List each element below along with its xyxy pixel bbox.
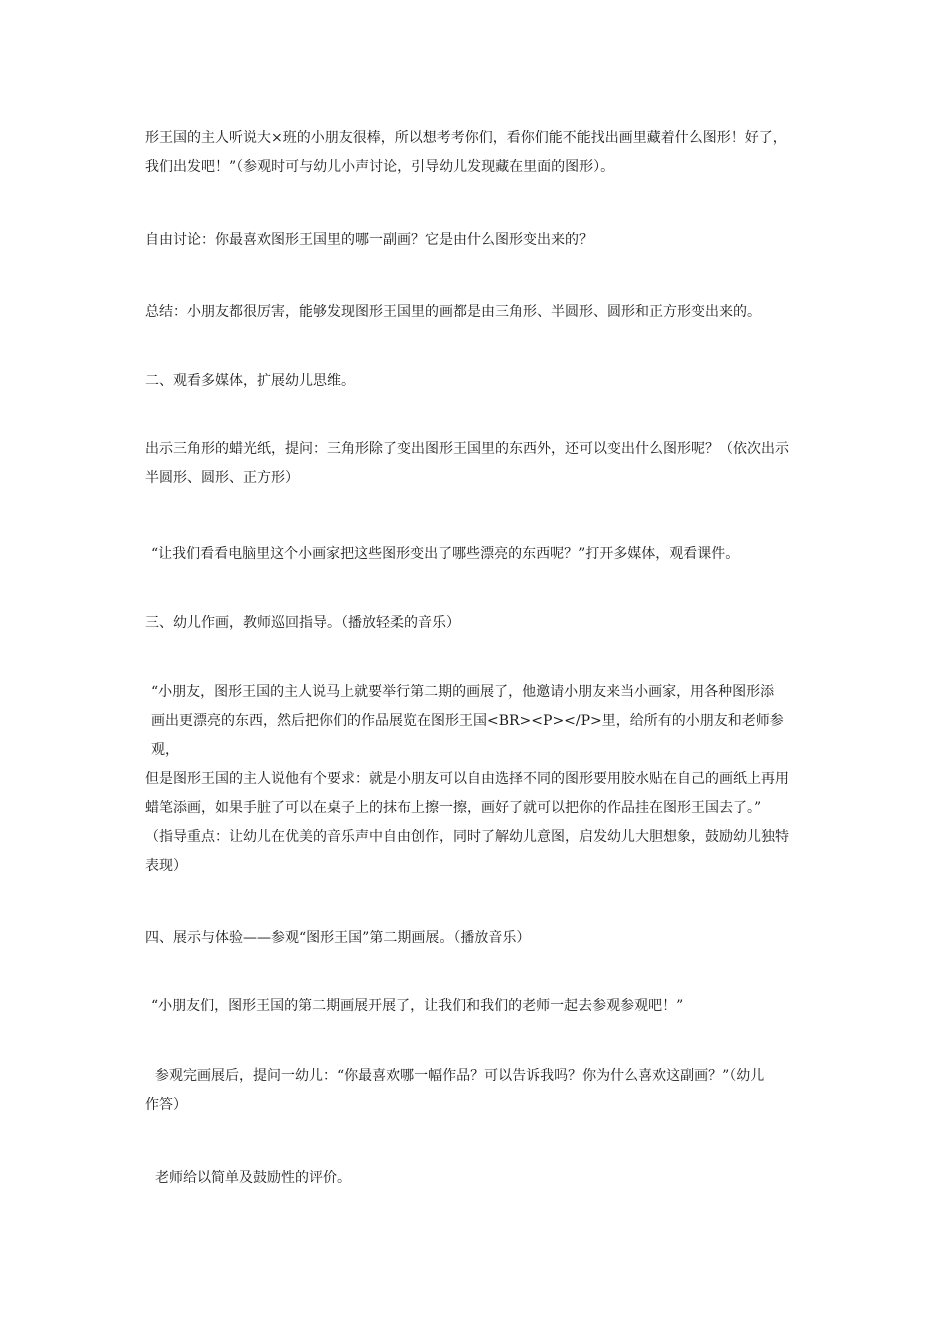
text-line: “小朋友们，图形王国的第二期画展开展了，让我们和我们的老师一起去参观参观吧！” <box>151 998 684 1014</box>
text-line: （指导重点：让幼儿在优美的音乐声中自由创作，同时了解幼儿意图，启发幼儿大胆想象，鼓励幼儿独特 <box>145 829 789 845</box>
paragraph <box>145 124 810 182</box>
section-heading <box>145 609 810 638</box>
paragraph <box>145 1062 810 1120</box>
paragraph <box>145 1164 810 1193</box>
text-line: 二、观看多媒体，扩展幼儿思维。 <box>145 373 355 389</box>
section-heading <box>145 367 810 396</box>
text-line: 画出更漂亮的东西，然后把你们的作品展览在图形王国<BR><P></P>里，给所有的小朋友和老师参观， <box>151 713 784 758</box>
paragraph <box>145 678 810 881</box>
text-line: 三、幼儿作画，教师巡回指导。（播放轻柔的音乐） <box>145 615 460 631</box>
text-line: 但是图形王国的主人说他有个要求：就是小朋友可以自由选择不同的图形要用胶水贴在自己的画纸上再用 <box>145 771 789 787</box>
text-line: “小朋友，图形王国的主人说马上就要举行第二期的画展了，他邀请小朋友来当小画家，用各种图形添 <box>151 684 775 700</box>
paragraph <box>145 992 816 1021</box>
text-line: 半圆形、圆形、正方形） <box>145 470 299 486</box>
paragraph <box>145 226 810 255</box>
text-line: 四、展示与体验——参观“图形王国”第二期画展。（播放音乐） <box>145 930 531 946</box>
text-line: 表现） <box>145 858 187 874</box>
text-line: 老师给以简单及鼓励性的评价。 <box>155 1170 351 1186</box>
text-line: 出示三角形的蜡光纸，提问：三角形除了变出图形王国里的东西外，还可以变出什么图形呢？（依次出示 <box>145 441 789 457</box>
text-line: 作答） <box>145 1097 187 1113</box>
text-line: 总结：小朋友都很厉害，能够发现图形王国里的画都是由三角形、半圆形、圆形和正方形变出来的。 <box>145 304 761 320</box>
text-line: 参观完画展后，提问一幼儿：“你最喜欢哪一幅作品？可以告诉我吗？你为什么喜欢这副画？”（幼儿 <box>155 1068 765 1084</box>
paragraph <box>145 298 810 327</box>
text-line: 形王国的主人听说大×班的小朋友很棒，所以想考考你们，看你们能不能找出画里藏着什么图形！好了， <box>145 130 787 146</box>
section-heading <box>145 924 810 953</box>
text-line: “让我们看看电脑里这个小画家把这些图形变出了哪些漂亮的东西呢？”打开多媒体，观看课件。 <box>151 546 740 562</box>
paragraph <box>145 540 816 569</box>
text-line: 自由讨论：你最喜欢图形王国里的哪一副画？它是由什么图形变出来的？ <box>145 232 593 248</box>
text-line: 蜡笔添画，如果手脏了可以在桌子上的抹布上擦一擦，画好了就可以把你的作品挂在图形王国去了。” <box>145 800 762 816</box>
text-line: 我们出发吧！”（参观时可与幼儿小声讨论，引导幼儿发现藏在里面的图形）。 <box>145 159 615 175</box>
paragraph <box>145 435 810 493</box>
